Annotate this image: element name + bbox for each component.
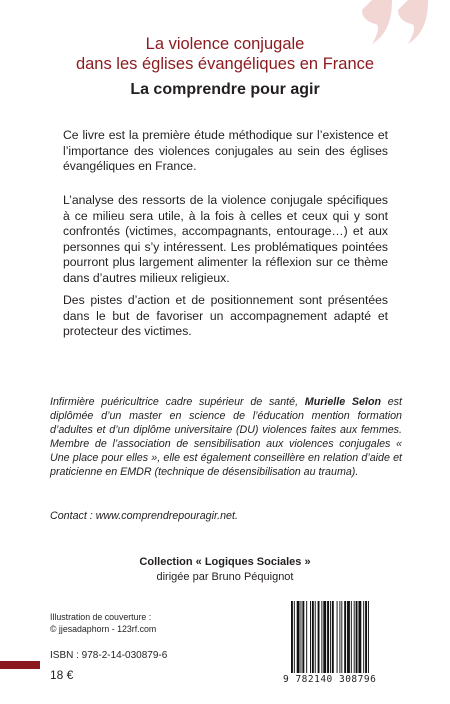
author-contact: Contact : www.comprendrepouragir.net. (50, 510, 238, 522)
illustration-credit (50, 612, 156, 635)
barcode-bar (302, 601, 304, 673)
barcode-bar (301, 601, 302, 673)
title-line-1: La violence conjugale (145, 35, 305, 53)
barcode-bar (294, 601, 295, 673)
summary-paragraph-3: Des pistes d’action et de positionnement sont présentées dans le but de favoriser un accompagnement adapté et protecteur des victimes. (63, 293, 388, 339)
barcode-bar (347, 601, 350, 673)
illustration-credit-source: © jjesadaphorn - 123rf.com (50, 623, 157, 634)
barcode-bar (341, 601, 342, 673)
collection-director: dirigée par Bruno Péquignot (156, 571, 294, 583)
barcode-bar (306, 601, 307, 673)
illustration-credit-label: Illustration de couverture : (50, 612, 152, 622)
barcode-bar (354, 601, 355, 673)
book-subtitle: La comprendre pour agir (130, 81, 320, 98)
author-bio (50, 395, 402, 480)
barcode-bar (327, 601, 329, 673)
barcode-bar (332, 601, 334, 673)
barcode-bar (337, 601, 338, 673)
barcode-digits: 9 782140 308796 (283, 674, 377, 685)
price: 18 € (50, 668, 74, 682)
barcode-bar (321, 601, 322, 673)
bio-rest: est diplômée d’un master en science de l’éducation mention formation d’adultes et d’un diplôme universitaire (DU) violences faites aux femmes. Membre de l’association de sensibilisation aux violences conjugales « Une place pour elles », elle est également conseillère en relation d’aide et praticienne en EMDR (technique de désensibilisation au trauma). (50, 396, 402, 479)
barcode-bar (358, 601, 361, 673)
accent-bar (0, 661, 40, 669)
barcode-bar (297, 601, 300, 673)
barcode-bar (291, 601, 293, 673)
barcode-bar (339, 601, 340, 673)
barcode-bar (323, 601, 326, 673)
title-line-2: dans les églises évangéliques en France (75, 55, 375, 73)
barcode-bar (315, 601, 316, 673)
book-title (0, 34, 450, 74)
summary-paragraph-2: L’analyse des ressorts de la violence conjugale spécifiques à ce milieu sera utile, à la fois à celles et ceux qui y sont confrontés (victimes, accompagnants, entourage…) et aux personnes qui s’y intéressent. Les problématiques pointées pourront plus largement alimenter la réflexion sur ce thème dans d’autres milieux religieux. (63, 193, 388, 285)
collection-name: Collection « Logiques Sociales » (139, 556, 311, 568)
barcode-bar (344, 601, 346, 673)
summary-paragraph-1: Ce livre est la première étude méthodique sur l’existence et l’importance des violences conjugales au sein des églises évangéliques en France. (63, 128, 388, 174)
barcode-bar (330, 601, 331, 673)
barcode-bar (356, 601, 358, 673)
barcode-bar (368, 601, 369, 673)
barcode-image (290, 601, 400, 675)
bio-intro: Infirmière puéricultrice cadre supérieur de santé, (50, 396, 305, 408)
barcode-bar (365, 601, 367, 673)
barcode-bar (318, 601, 320, 673)
barcode-bar (363, 601, 364, 673)
barcode-bar (312, 601, 314, 673)
author-name: Murielle Selon (304, 396, 382, 408)
collection-info (0, 555, 450, 585)
isbn: ISBN : 978-2-14-030879-6 (50, 650, 168, 661)
barcode-bar (351, 601, 352, 673)
barcode-bar (310, 601, 311, 673)
